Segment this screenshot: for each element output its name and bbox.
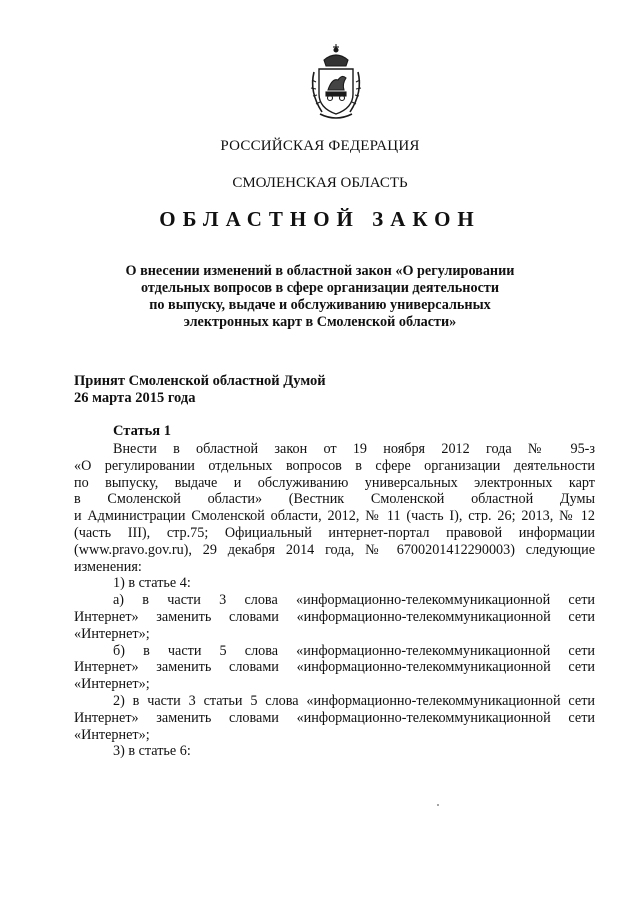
article-body [74,441,595,760]
body-line: 3) в статье 6: [113,743,191,760]
body-line: Интернет» заменить словами «информационно-телекоммуникационной сети [74,608,595,625]
body-line: Внести в областной закон от 19 ноября 2012 года № 95-з [113,441,595,457]
body-line: изменения: [74,558,142,575]
law-title-line: электронных карт в Смоленской области» [183,314,457,330]
adoption-body: Принят Смоленской областной Думой [74,373,326,389]
body-line: «Интернет»; [74,726,150,743]
body-line: 1) в статье 4: [113,575,191,592]
country-heading: РОССИЙСКАЯ ФЕДЕРАЦИЯ [220,138,420,154]
law-title-line: отдельных вопросов в сфере организации деятельности [140,280,500,296]
article-heading: Статья 1 [113,423,171,439]
body-line: и Администрации Смоленской области, 2012, № 11 (часть I), стр. 26; 2013, № 12 [74,508,595,525]
law-title [0,263,640,331]
body-line: по выпуску, выдаче и обслуживанию универсальных электронных карт [74,474,595,491]
law-title-line: О внесении изменений в областной закон «О регулировании [125,263,515,279]
body-line: (часть III), стр.75; Официальный интернет-портал правовой информации [74,524,595,541]
body-line: б) в части 5 слова «информационно-телекоммуникационной сети [113,642,595,659]
body-line: «Интернет»; [74,625,150,642]
body-line: Интернет» заменить словами «информационно-телекоммуникационной сети [74,709,595,726]
body-line: а) в части 3 слова «информационно-телекоммуникационной сети [113,592,595,609]
coat-of-arms-icon [306,42,366,122]
body-line: Интернет» заменить словами «информационно-телекоммуникационной сети [74,659,595,676]
body-line: в Смоленской области» (Вестник Смоленской областной Думы [74,491,595,508]
body-line: (www.pravo.gov.ru), 29 декабря 2014 года, № 6700201412290003) следующие [74,541,595,558]
document-type-heading: ОБЛАСТНОЙ ЗАКОН [159,207,481,231]
law-title-line: по выпуску, выдаче и обслуживанию универсальных [149,297,491,313]
adoption-date: 26 марта 2015 года [74,390,196,406]
body-line: «О регулировании отдельных вопросов в сфере организации деятельности [74,457,595,474]
body-line: 2) в части 3 статьи 5 слова «информационно-телекоммуникационной сети [113,692,595,709]
scan-speck [437,804,439,806]
adoption-note [74,373,326,407]
body-line: «Интернет»; [74,676,150,693]
region-heading: СМОЛЕНСКАЯ ОБЛАСТЬ [232,175,408,191]
